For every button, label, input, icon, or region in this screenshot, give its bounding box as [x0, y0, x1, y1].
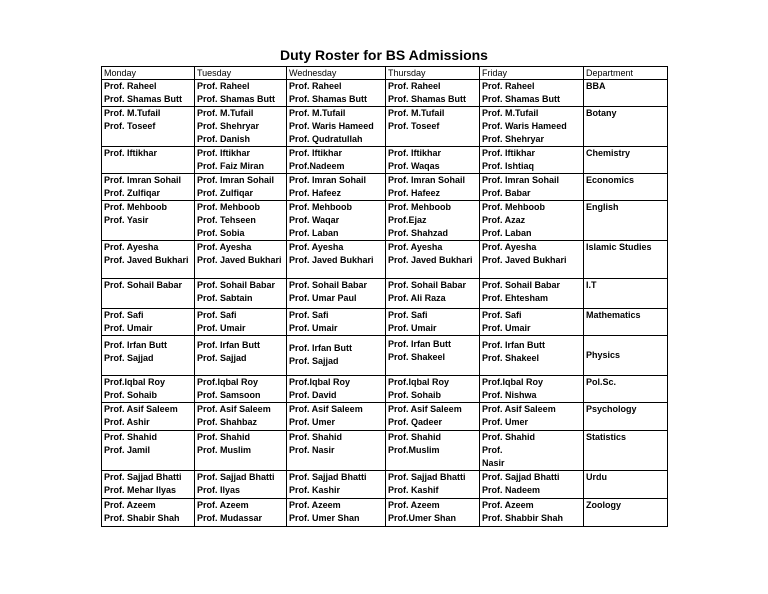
roster-cell-friday: [480, 241, 584, 279]
faculty-name: Prof. Mudassar: [197, 513, 263, 523]
department-cell: Physics: [584, 336, 668, 376]
table-row: [102, 376, 668, 403]
faculty-name: Prof. Iftikhar: [482, 148, 536, 158]
header-row: [102, 67, 668, 80]
faculty-name: Prof. Shamas Butt: [197, 94, 276, 104]
faculty-name: Prof. Laban: [482, 228, 532, 238]
roster-cell-tuesday: [195, 309, 287, 336]
faculty-name: Prof. Asif Saleem: [482, 404, 556, 414]
faculty-name: Prof. Ayesha: [388, 242, 443, 252]
faculty-name: Prof. Samsoon: [197, 390, 261, 400]
faculty-name: Prof. Ehtesham: [482, 293, 549, 303]
faculty-name: Prof. Shahid: [197, 432, 251, 442]
faculty-name: Prof. Sohail Babar: [289, 280, 368, 290]
header-monday: Monday: [102, 67, 195, 80]
faculty-name: Prof. Shahbaz: [197, 417, 258, 427]
roster-cell-tuesday: [195, 431, 287, 471]
roster-cell-tuesday: [195, 241, 287, 279]
roster-cell-monday: [102, 403, 195, 431]
department-cell: Psychology: [584, 403, 668, 431]
faculty-name: Prof. Sajjad: [289, 356, 339, 366]
roster-cell-monday: [102, 376, 195, 403]
faculty-name: Prof. Mehboob: [104, 202, 167, 212]
roster-cell-tuesday: [195, 147, 287, 174]
faculty-name: Prof. M.Tufail: [482, 108, 539, 118]
faculty-name: Prof. Irfan Butt: [197, 340, 260, 350]
roster-cell-tuesday: [195, 80, 287, 107]
roster-cell-wednesday: [287, 107, 386, 147]
roster-cell-thursday: [386, 201, 480, 241]
roster-cell-monday: [102, 201, 195, 241]
faculty-name: Prof. Sohail Babar: [388, 280, 467, 290]
roster-cell-friday: [480, 107, 584, 147]
faculty-name: Prof. Toseef: [388, 121, 440, 131]
roster-cell-tuesday: [195, 471, 287, 499]
roster-body: [102, 80, 668, 527]
table-row: [102, 471, 668, 499]
faculty-name: Prof. Zulfiqar: [197, 188, 253, 198]
faculty-name: Prof. Shahzad: [388, 228, 449, 238]
faculty-name: Prof. Imran Sohail: [482, 175, 560, 185]
roster-cell-tuesday: [195, 336, 287, 376]
roster-cell-friday: [480, 309, 584, 336]
table-row: [102, 107, 668, 147]
faculty-name: Prof. Asif Saleem: [197, 404, 271, 414]
faculty-name: Prof. Irfan Butt: [289, 343, 352, 353]
faculty-name: Prof. Umair: [482, 323, 531, 333]
roster-cell-friday: [480, 80, 584, 107]
roster-cell-thursday: [386, 431, 480, 471]
faculty-name: Prof. Javed Bukhari: [482, 255, 567, 265]
department-cell: BBA: [584, 80, 668, 107]
faculty-name: Prof. Mehboob: [482, 202, 545, 212]
roster-cell-thursday: [386, 376, 480, 403]
roster-cell-wednesday: [287, 201, 386, 241]
faculty-name: Prof. Sajjad: [197, 353, 247, 363]
roster-cell-wednesday: [287, 403, 386, 431]
faculty-name: Prof. Umer: [289, 417, 336, 427]
faculty-name: Prof. Hafeez: [388, 188, 441, 198]
roster-cell-friday: [480, 499, 584, 527]
faculty-name: Prof.Ejaz: [388, 215, 427, 225]
roster-cell-tuesday: [195, 279, 287, 309]
faculty-name: Prof. Ashir: [104, 417, 150, 427]
roster-cell-tuesday: [195, 174, 287, 201]
faculty-name: Prof. Javed Bukhari: [197, 255, 282, 265]
faculty-name: Prof. Asif Saleem: [388, 404, 462, 414]
faculty-name: Prof.Iqbal Roy: [482, 377, 544, 387]
table-row: [102, 80, 668, 107]
faculty-name: Prof. Raheel: [482, 81, 535, 91]
faculty-name: Prof. Hafeez: [289, 188, 342, 198]
faculty-name: Prof. Sabtain: [197, 293, 253, 303]
table-row: [102, 279, 668, 309]
faculty-name: Prof. Shehryar: [197, 121, 260, 131]
department-cell: Urdu: [584, 471, 668, 499]
roster-cell-monday: [102, 336, 195, 376]
faculty-name: Prof. Faiz Miran: [197, 161, 265, 171]
faculty-name: Prof. Shahid: [482, 432, 536, 442]
faculty-name: Prof.Nadeem: [289, 161, 345, 171]
roster-cell-monday: [102, 499, 195, 527]
faculty-name: Prof. M.Tufail: [104, 108, 161, 118]
faculty-name: Prof. Nishwa: [482, 390, 537, 400]
faculty-name: Prof. M.Tufail: [197, 108, 254, 118]
roster-cell-tuesday: [195, 201, 287, 241]
faculty-name: Prof. Shakeel: [388, 352, 446, 362]
faculty-name: Prof. Azeem: [482, 500, 534, 510]
faculty-name: Prof. Waqas: [388, 161, 440, 171]
roster-cell-tuesday: [195, 499, 287, 527]
faculty-name: Prof. Javed Bukhari: [388, 255, 473, 265]
faculty-name: Prof. Sohail Babar: [104, 280, 183, 290]
faculty-name: Prof. Mehboob: [289, 202, 352, 212]
faculty-name: Prof. M.Tufail: [388, 108, 445, 118]
roster-cell-monday: [102, 147, 195, 174]
faculty-name: Prof. Umair: [104, 323, 153, 333]
roster-cell-monday: [102, 279, 195, 309]
faculty-name: Prof. Kashir: [289, 485, 341, 495]
table-row: [102, 499, 668, 527]
faculty-name: Prof. Qudratullah: [289, 134, 363, 144]
faculty-name: Prof.Iqbal Roy: [289, 377, 351, 387]
faculty-name: Prof. Ilyas: [197, 485, 241, 495]
faculty-name: Prof. Laban: [289, 228, 339, 238]
faculty-name: Prof. Umair: [197, 323, 246, 333]
roster-cell-friday: [480, 201, 584, 241]
faculty-name: Prof. Raheel: [104, 81, 157, 91]
faculty-name: Prof. Shahid: [388, 432, 442, 442]
department-cell: I.T: [584, 279, 668, 309]
faculty-name: Prof. Jamil: [104, 445, 151, 455]
faculty-name: Prof. Irfan Butt: [104, 340, 167, 350]
roster-cell-friday: [480, 147, 584, 174]
table-row: [102, 201, 668, 241]
header-friday: Friday: [480, 67, 584, 80]
faculty-name: Prof. Waris Hameed: [289, 121, 374, 131]
roster-cell-friday: [480, 403, 584, 431]
faculty-name: Prof. Danish: [197, 134, 251, 144]
faculty-name: Prof. Waris Hameed: [482, 121, 567, 131]
roster-cell-wednesday: [287, 471, 386, 499]
faculty-name: Prof. Sajjad Bhatti: [388, 472, 466, 482]
faculty-name: Prof. Asif Saleem: [289, 404, 363, 414]
faculty-name: Prof. Shamas Butt: [388, 94, 467, 104]
faculty-name: Prof. Umer: [482, 417, 529, 427]
faculty-name: Prof. Toseef: [104, 121, 156, 131]
roster-cell-tuesday: [195, 376, 287, 403]
faculty-name: Prof.Iqbal Roy: [388, 377, 450, 387]
roster-cell-friday: [480, 376, 584, 403]
faculty-name: Prof. Safi: [197, 310, 237, 320]
page-title: Duty Roster for BS Admissions: [280, 47, 488, 63]
roster-cell-monday: [102, 107, 195, 147]
faculty-name: Prof. David: [289, 390, 337, 400]
faculty-name: Prof. Sohail Babar: [197, 280, 276, 290]
faculty-name: Prof. Umer Shan: [289, 513, 360, 523]
roster-cell-wednesday: [287, 241, 386, 279]
faculty-name: Prof. M.Tufail: [289, 108, 346, 118]
roster-cell-monday: [102, 241, 195, 279]
roster-cell-monday: [102, 80, 195, 107]
faculty-name: Prof. Azeem: [388, 500, 440, 510]
roster-cell-wednesday: [287, 431, 386, 471]
faculty-name: Prof. Imran Sohail: [104, 175, 182, 185]
faculty-name: Prof. Raheel: [388, 81, 441, 91]
table-row: [102, 336, 668, 376]
roster-cell-friday: [480, 431, 584, 471]
roster-cell-thursday: [386, 403, 480, 431]
department-cell: Statistics: [584, 431, 668, 471]
faculty-name: Prof. Imran Sohail: [197, 175, 275, 185]
faculty-name: Prof. Imran Sohail: [289, 175, 367, 185]
roster-cell-monday: [102, 309, 195, 336]
faculty-name: Prof. Iftikhar: [104, 148, 158, 158]
faculty-name: Prof. Sajjad Bhatti: [197, 472, 275, 482]
table-row: [102, 309, 668, 336]
roster-cell-wednesday: [287, 309, 386, 336]
faculty-name: Prof. Sajjad Bhatti: [289, 472, 367, 482]
faculty-name: Prof. Sajjad Bhatti: [104, 472, 182, 482]
roster-cell-wednesday: [287, 174, 386, 201]
faculty-name: Prof. Umair: [289, 323, 338, 333]
faculty-name: Prof. Sajjad: [104, 353, 154, 363]
roster-cell-friday: [480, 174, 584, 201]
roster-cell-monday: [102, 174, 195, 201]
roster-cell-monday: [102, 431, 195, 471]
faculty-name: Prof. Mehboob: [388, 202, 451, 212]
faculty-name: Prof. Safi: [104, 310, 144, 320]
roster-cell-wednesday: [287, 147, 386, 174]
faculty-name: Prof. Sohaib: [388, 390, 442, 400]
faculty-name: Prof. Safi: [289, 310, 329, 320]
table-row: [102, 403, 668, 431]
roster-cell-thursday: [386, 174, 480, 201]
header-thursday: Thursday: [386, 67, 480, 80]
faculty-name: Prof. Shahid: [104, 432, 158, 442]
roster-cell-friday: [480, 336, 584, 376]
faculty-name: Prof. Raheel: [289, 81, 342, 91]
faculty-name: Prof. Ishtiaq: [482, 161, 535, 171]
faculty-name: Prof. Babar: [482, 188, 531, 198]
faculty-name: Prof. Iftikhar: [289, 148, 343, 158]
roster-cell-friday: [480, 279, 584, 309]
faculty-name: Prof.Iqbal Roy: [104, 377, 166, 387]
roster-cell-thursday: [386, 279, 480, 309]
department-cell: Zoology: [584, 499, 668, 527]
faculty-name: Prof. Umar Paul: [289, 293, 357, 303]
faculty-name: Prof. Shehryar: [482, 134, 545, 144]
roster-cell-thursday: [386, 80, 480, 107]
faculty-name: Prof. Safi: [482, 310, 522, 320]
faculty-name: Prof.: [482, 445, 503, 455]
roster-cell-thursday: [386, 107, 480, 147]
faculty-name: Prof. Qadeer: [388, 417, 443, 427]
roster-cell-thursday: [386, 241, 480, 279]
department-cell: Mathematics: [584, 309, 668, 336]
faculty-name: Prof. Ali Raza: [388, 293, 446, 303]
table-row: [102, 174, 668, 201]
roster-cell-tuesday: [195, 403, 287, 431]
roster-cell-wednesday: [287, 336, 386, 376]
faculty-name: Nasir: [482, 458, 505, 468]
department-cell: Chemistry: [584, 147, 668, 174]
department-cell: Pol.Sc.: [584, 376, 668, 403]
table-row: [102, 241, 668, 279]
faculty-name: Prof. Iftikhar: [197, 148, 251, 158]
department-cell: Economics: [584, 174, 668, 201]
department-cell: Botany: [584, 107, 668, 147]
faculty-name: Prof. Iftikhar: [388, 148, 442, 158]
faculty-name: Prof. Shabir Shah: [104, 513, 180, 523]
header-department: Department: [584, 67, 668, 80]
faculty-name: Prof. Yasir: [104, 215, 149, 225]
faculty-name: Prof. Javed Bukhari: [289, 255, 374, 265]
faculty-name: Prof. Muslim: [197, 445, 252, 455]
roster-cell-thursday: [386, 499, 480, 527]
faculty-name: Prof. Ayesha: [482, 242, 537, 252]
faculty-name: Prof. Shamas Butt: [104, 94, 183, 104]
roster-cell-monday: [102, 471, 195, 499]
roster-cell-wednesday: [287, 80, 386, 107]
faculty-name: Prof. Mehar Ilyas: [104, 485, 177, 495]
department-cell: Islamic Studies: [584, 241, 668, 279]
faculty-name: Prof. Shahid: [289, 432, 343, 442]
faculty-name: Prof.Iqbal Roy: [197, 377, 259, 387]
faculty-name: Prof. Shamas Butt: [482, 94, 561, 104]
roster-cell-thursday: [386, 309, 480, 336]
faculty-name: Prof. Sohaib: [104, 390, 158, 400]
faculty-name: Prof. Shamas Butt: [289, 94, 368, 104]
department-cell: English: [584, 201, 668, 241]
faculty-name: Prof.Muslim: [388, 445, 440, 455]
faculty-name: Prof. Ayesha: [289, 242, 344, 252]
roster-cell-wednesday: [287, 499, 386, 527]
faculty-name: Prof. Nadeem: [482, 485, 541, 495]
faculty-name: Prof. Ayesha: [197, 242, 252, 252]
faculty-name: Prof. Imran Sohail: [388, 175, 466, 185]
header-tuesday: Tuesday: [195, 67, 287, 80]
faculty-name: Prof. Azeem: [197, 500, 249, 510]
faculty-name: Prof. Tehseen: [197, 215, 256, 225]
faculty-name: Prof. Sobia: [197, 228, 245, 238]
faculty-name: Prof. Safi: [388, 310, 428, 320]
table-row: [102, 147, 668, 174]
roster-cell-tuesday: [195, 107, 287, 147]
faculty-name: Prof. Umair: [388, 323, 437, 333]
faculty-name: Prof. Ayesha: [104, 242, 159, 252]
faculty-name: Prof. Nasir: [289, 445, 335, 455]
faculty-name: Prof. Kashif: [388, 485, 439, 495]
faculty-name: Prof. Raheel: [197, 81, 250, 91]
faculty-name: Prof. Shabbir Shah: [482, 513, 564, 523]
table-row: [102, 431, 668, 471]
faculty-name: Prof. Azaz: [482, 215, 526, 225]
faculty-name: Prof. Zulfiqar: [104, 188, 160, 198]
faculty-name: Prof.Umer Shan: [388, 513, 457, 523]
header-wednesday: Wednesday: [287, 67, 386, 80]
faculty-name: Prof. Asif Saleem: [104, 404, 178, 414]
duty-roster-table: [101, 66, 668, 527]
faculty-name: Prof. Azeem: [289, 500, 341, 510]
faculty-name: Prof. Shakeel: [482, 353, 540, 363]
roster-cell-friday: [480, 471, 584, 499]
faculty-name: Prof. Mehboob: [197, 202, 260, 212]
roster-cell-wednesday: [287, 376, 386, 403]
faculty-name: Prof. Sohail Babar: [482, 280, 561, 290]
faculty-name: Prof. Irfan Butt: [388, 339, 451, 349]
roster-cell-thursday: [386, 147, 480, 174]
faculty-name: Prof. Irfan Butt: [482, 340, 545, 350]
roster-cell-thursday: [386, 471, 480, 499]
faculty-name: Prof. Azeem: [104, 500, 156, 510]
faculty-name: Prof. Waqar: [289, 215, 340, 225]
roster-cell-thursday: [386, 336, 480, 376]
faculty-name: Prof. Javed Bukhari: [104, 255, 189, 265]
faculty-name: Prof. Sajjad Bhatti: [482, 472, 560, 482]
roster-cell-wednesday: [287, 279, 386, 309]
